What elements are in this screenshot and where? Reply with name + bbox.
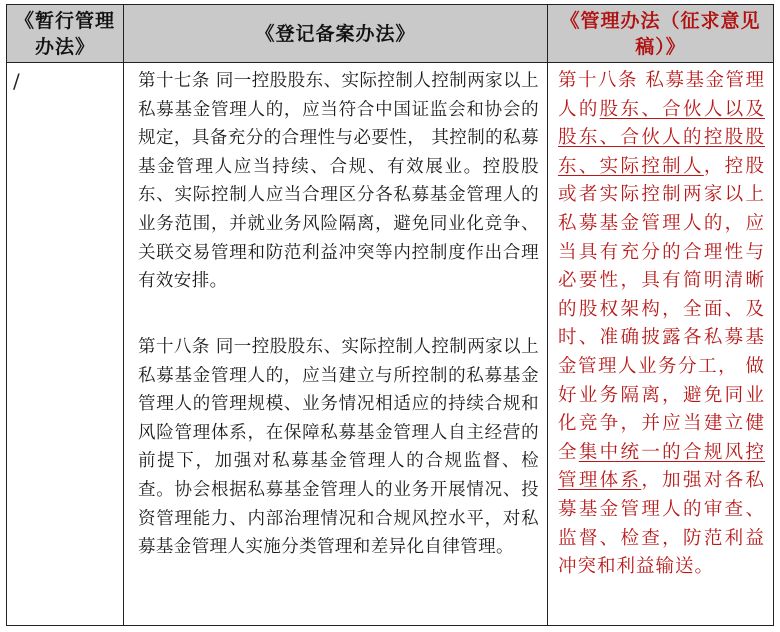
interim-measures-cell: [7, 63, 123, 625]
header-interim-measures-label: 《暂行管理办法》: [14, 9, 115, 58]
draft-text-segment: ，控股或者实际控制两家以上私募基金管理人的，应当具有充分的合理性与必要性，具有简明清晰的股权架构，全面、及时、准确披露各私募基金管理人业务分工， 做好业务隔离，避免同业化竞争，并应当建立健全: [558, 155, 765, 463]
draft-article-18-text: [558, 67, 765, 582]
header-draft-measures-label: 《管理办法（征求意见稿）》: [560, 9, 761, 58]
article-18-text: 第十八条 同一控股股东、实际控制人控制两家以上私募基金管理人的，应当建立与所控制的私募基金管理人的管理规模、业务情况相适应的持续合规和风险管理体系，在保障私募基金管理人自主经营的前提下，加强对私募基金管理人的合规监督、检查。协会根据私募基金管理人的业务开展情况、投资管理能力、内部治理情况和合规风控水平，对私募基金管理人实施分类管理和差异化自律管理。: [138, 337, 539, 558]
draft-underlined-shareholders: 股东、合伙人以及股东、合伙人的控股股东、实际控制人: [558, 98, 765, 177]
header-interim-measures: [7, 5, 123, 63]
not-applicable-mark: /: [13, 69, 20, 93]
draft-underlined-compliance-system: 集中统一的合规风控管理体系: [558, 441, 765, 492]
header-registration-measures-label: 《登记备案办法》: [255, 22, 416, 45]
header-draft-measures: [547, 5, 773, 63]
registration-measures-cell: [123, 63, 547, 625]
draft-text-segment: ，加强对各私募基金管理人的审查、监督、检查，防范利益冲突和利益输送。: [558, 470, 765, 578]
header-registration-measures: [123, 5, 547, 63]
comparison-table: [6, 4, 774, 626]
draft-text-segment: 第十八条 私募基金管理人的: [558, 70, 765, 120]
draft-measures-cell: [547, 63, 773, 625]
article-17-text: 第十七条 同一控股股东、实际控制人控制两家以上私募基金管理人的，应当符合中国证监会和协会的规定，具备充分的合理性与必要性， 其控制的私募基金管理人应当持续、合规、有效展业。控股股东、实际控制人应当合理区分各私募基金管理人的业务范围，并就业务风险隔离，避免同业化竞争、关联交易管理和防范利益冲突等内控制度作出合理有效安排。: [138, 71, 539, 292]
